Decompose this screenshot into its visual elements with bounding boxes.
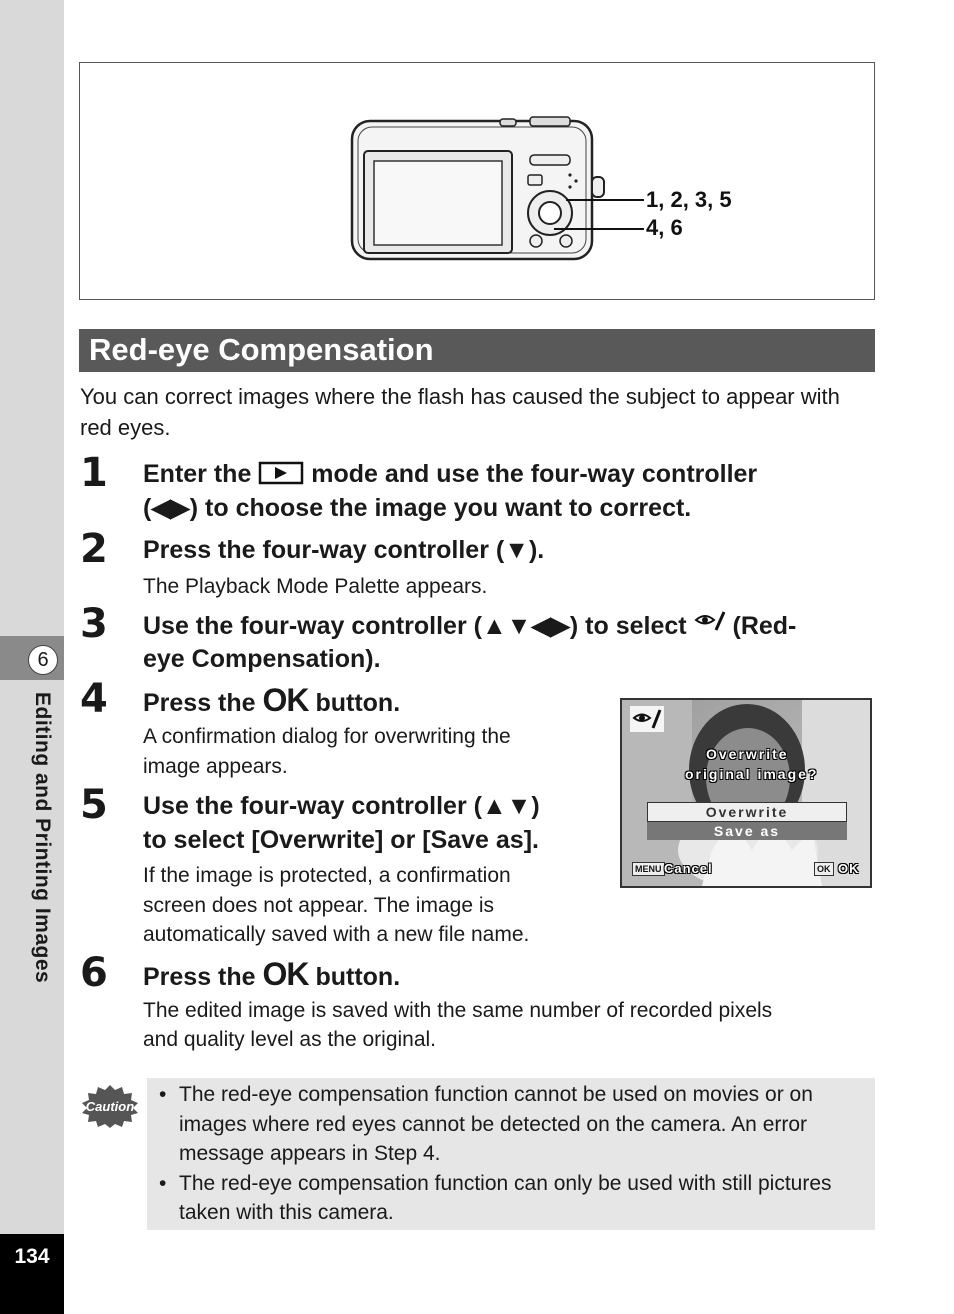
step-2-body: The Playback Mode Palette appears. bbox=[143, 575, 488, 598]
step-3-number: 3 bbox=[80, 601, 108, 647]
step-1-heading-b: mode and use the four-way controller bbox=[311, 460, 758, 488]
playback-icon bbox=[258, 460, 304, 494]
step-6-heading-a: Press the bbox=[143, 963, 256, 991]
step-6-body-2: and quality level as the original. bbox=[143, 1028, 437, 1051]
caution-icon-label: Caution bbox=[85, 1099, 135, 1114]
step-6-number: 6 bbox=[80, 950, 108, 996]
step-4-heading-a: Press the bbox=[143, 689, 256, 717]
camera-back-illustration bbox=[80, 63, 874, 299]
step-3-heading-c: eye Compensation). bbox=[143, 645, 381, 673]
ok-key-icon: OK bbox=[814, 862, 834, 876]
caution-list bbox=[157, 1080, 869, 1228]
step-6-body-1: The edited image is saved with the same number of recorded pixels bbox=[143, 999, 773, 1022]
step-1-number: 1 bbox=[80, 450, 108, 496]
ok-button-mark: OK bbox=[262, 682, 309, 718]
lcd-cancel-label[interactable]: Cancel bbox=[664, 861, 713, 876]
step-5-heading-2: to select [Overwrite] or [Save as]. bbox=[143, 826, 539, 854]
caution-item: • The red-eye compensation function cannot be used on movies or on images where red eyes cannot be detected on the camera. An error message appears in Step 4. bbox=[159, 1083, 813, 1165]
step-4-body-1: A confirmation dialog for overwriting the bbox=[143, 725, 511, 748]
step-5-number: 5 bbox=[80, 782, 108, 828]
step-1-heading-a: Enter the bbox=[143, 460, 252, 488]
step-6-heading bbox=[143, 957, 400, 994]
red-eye-icon bbox=[694, 609, 726, 643]
chapter-title: Editing and Printing Images bbox=[31, 692, 54, 984]
lcd-option-overwrite[interactable]: Overwrite bbox=[647, 802, 847, 822]
lcd-ok-label[interactable]: OK bbox=[838, 861, 860, 876]
step-5-body-2: screen does not appear. The image is bbox=[143, 894, 495, 917]
step-4-number: 4 bbox=[80, 676, 108, 722]
step-5-body-1: If the image is protected, a confirmation bbox=[143, 864, 511, 887]
camera-figure bbox=[79, 62, 875, 300]
section-title: Red-eye Compensation bbox=[89, 332, 434, 367]
red-eye-mode-icon bbox=[630, 706, 664, 737]
callout-steps-4-6: 4, 6 bbox=[646, 215, 683, 240]
step-4-heading bbox=[143, 683, 400, 720]
step-1-heading bbox=[143, 457, 757, 494]
step-6-heading-b: button. bbox=[315, 963, 401, 991]
step-5-heading-1: Use the four-way controller (▲▼) bbox=[143, 792, 540, 820]
step-5-body-3: automatically saved with a new file name. bbox=[143, 923, 530, 946]
caution-item-text: The red-eye compensation function cannot be used on movies or on images where red eyes cannot be detected on the camera. An error message appears in Step 4. bbox=[179, 1083, 813, 1165]
caution-item-text: The red-eye compensation function can only be used with still pictures taken with this camera. bbox=[179, 1171, 832, 1224]
step-2-number: 2 bbox=[80, 526, 108, 572]
step-3-heading-b: (Red- bbox=[732, 612, 797, 640]
callout-steps-1-2-3-5: 1, 2, 3, 5 bbox=[646, 187, 732, 212]
lcd-dialog-line-2: original image? bbox=[685, 766, 819, 782]
chapter-number: 6 bbox=[28, 645, 58, 675]
caution-item: • The red-eye compensation function can only be used with still pictures taken with this camera. bbox=[159, 1171, 832, 1224]
step-4-heading-b: button. bbox=[315, 689, 401, 717]
step-4-body-2: image appears. bbox=[143, 755, 288, 778]
caution-icon bbox=[81, 1084, 139, 1128]
ok-button-mark: OK bbox=[262, 956, 309, 992]
lcd-confirmation-screen bbox=[620, 698, 872, 888]
step-3-heading-a: Use the four-way controller (▲▼◀▶) to select bbox=[143, 612, 687, 640]
step-2-heading: Press the four-way controller (▼). bbox=[143, 536, 545, 564]
section-header bbox=[79, 329, 875, 372]
lcd-option-save-as[interactable]: Save as bbox=[647, 822, 847, 840]
menu-key-icon: MENU bbox=[632, 862, 665, 876]
step-3-heading bbox=[143, 609, 796, 643]
intro-text: You can correct images where the flash has caused the subject to appear with red eyes. bbox=[80, 384, 840, 440]
page-number: 134 bbox=[0, 1234, 64, 1314]
step-1-heading-c: (◀▶) to choose the image you want to correct. bbox=[143, 494, 692, 522]
lcd-dialog-line-1: Overwrite bbox=[706, 746, 789, 762]
